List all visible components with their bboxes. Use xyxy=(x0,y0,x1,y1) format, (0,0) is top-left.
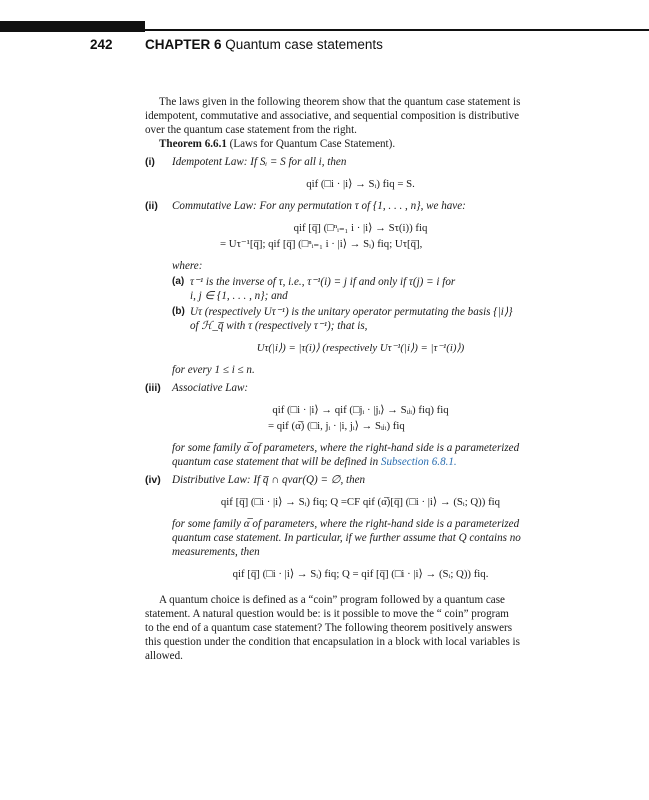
intro-paragraph xyxy=(145,95,549,137)
law-text: Idempotent Law: If Sᵢ = S for all i, then xyxy=(172,156,347,168)
law-commutative xyxy=(145,199,549,377)
theorem-label: Theorem 6.6.1 xyxy=(159,138,227,150)
equation: qif [q̅] (□i · |i⟩ → Sᵢ) fiq; Q =CF qif (α̅)[q̅] (□i · |i⟩ → (Sᵢ; Q)) fiq xyxy=(220,496,501,508)
law-distributive xyxy=(145,473,549,581)
law-text: Distributive Law: If q̅ ∩ qvar(Q) = ∅, then xyxy=(172,474,366,486)
law-text: measurements, then xyxy=(172,546,260,558)
chapter-heading xyxy=(145,37,383,52)
law-text: for some family α̅ of parameters, where the right-hand side is a parameterized xyxy=(172,442,520,454)
intro-line: The laws given in the following theorem show that the quantum case statement is xyxy=(159,96,521,108)
law-text: Associative Law: xyxy=(172,382,249,394)
equation: qif [q̅] (□ⁿᵢ₌₁ i · |i⟩ → Sτ(i)) fiq xyxy=(293,222,428,234)
condition-a xyxy=(172,275,549,303)
equation: Uτ(|i⟩) = |τ(i)⟩ (respectively Uτ⁻¹(|i⟩) = |τ⁻¹(i)⟩) xyxy=(256,342,465,354)
chapter-title: Quantum case statements xyxy=(225,37,383,52)
chapter-label: CHAPTER 6 xyxy=(145,37,222,52)
item-label: (ii) xyxy=(145,200,158,212)
equation: qif [q̅] (□i · |i⟩ → Sᵢ) fiq; Q = qif [q̅] (□i · |i⟩ → (Sᵢ; Q)) fiq. xyxy=(232,568,489,580)
subsection-link[interactable]: Subsection 6.8.1. xyxy=(380,456,457,468)
equation: qif (□i · |i⟩ → qif (□jᵢ · |jᵢ⟩ → Sᵢⱼᵢ) fiq) fiq xyxy=(272,404,449,416)
theorem-heading xyxy=(145,137,549,151)
page-body xyxy=(145,95,549,663)
item-label: (a) xyxy=(172,276,185,287)
condition-b xyxy=(172,305,549,333)
item-label: (i) xyxy=(145,156,155,168)
equation: = qif (α̅) (□i, jᵢ · |i, jᵢ⟩ → Sᵢⱼᵢ) fiq xyxy=(268,420,405,432)
page-number: 242 xyxy=(90,37,113,52)
law-associative xyxy=(145,381,549,469)
law-text: for every 1 ≤ i ≤ n. xyxy=(172,364,255,376)
condition-text: i, j ∈ {1, . . . , n}; and xyxy=(190,290,288,302)
condition-text: of ℋ_q̅ with τ (respectively τ⁻¹); that is, xyxy=(190,320,368,332)
header-rule xyxy=(145,29,649,31)
closing-paragraph xyxy=(145,593,549,663)
condition-text: Uτ (respectively Uτ⁻¹) is the unitary operator permutating the basis {|i⟩} xyxy=(190,306,513,318)
law-text-part: quantum case statement that will be defined in xyxy=(172,456,381,468)
closing-line: statement. A natural question would be: is it possible to move the “ coin” program xyxy=(145,608,509,620)
header-bar xyxy=(0,21,145,32)
theorem-title: (Laws for Quantum Case Statement). xyxy=(226,138,396,150)
equation: = Uτ⁻¹[q̅]; qif [q̅] (□ⁿᵢ₌₁ i · |i⟩ → Sᵢ) fiq; Uτ[q̅], xyxy=(220,238,423,250)
equation: qif (□i · |i⟩ → Sᵢ) fiq = S. xyxy=(306,178,415,190)
closing-line: allowed. xyxy=(145,650,183,662)
where-label: where: xyxy=(172,260,203,272)
closing-line: this question under the condition that encapsulation in a block with local variables is xyxy=(145,636,520,648)
law-text: quantum case statement. In particular, if we further assume that Q contains no xyxy=(172,532,521,544)
intro-line: over the quantum case statement from the right. xyxy=(145,124,357,136)
closing-line: to the end of a quantum case statement? The following theorem positively answers xyxy=(145,622,513,634)
law-text xyxy=(172,455,549,469)
item-label: (iii) xyxy=(145,382,161,394)
closing-line: A quantum choice is defined as a “coin” program followed by a quantum case xyxy=(159,594,505,606)
law-idempotent xyxy=(145,155,549,191)
law-text: for some family α̅ of parameters, where the right-hand side is a parameterized xyxy=(172,518,520,530)
condition-text: τ⁻¹ is the inverse of τ, i.e., τ⁻¹(i) = j if and only if τ(j) = i for xyxy=(190,276,456,288)
item-label: (iv) xyxy=(145,474,161,486)
law-text: Commutative Law: For any permutation τ of {1, . . . , n}, we have: xyxy=(172,200,466,212)
intro-line: idempotent, commutative and associative, and sequential composition is distributive xyxy=(145,110,520,122)
item-label: (b) xyxy=(172,306,185,317)
